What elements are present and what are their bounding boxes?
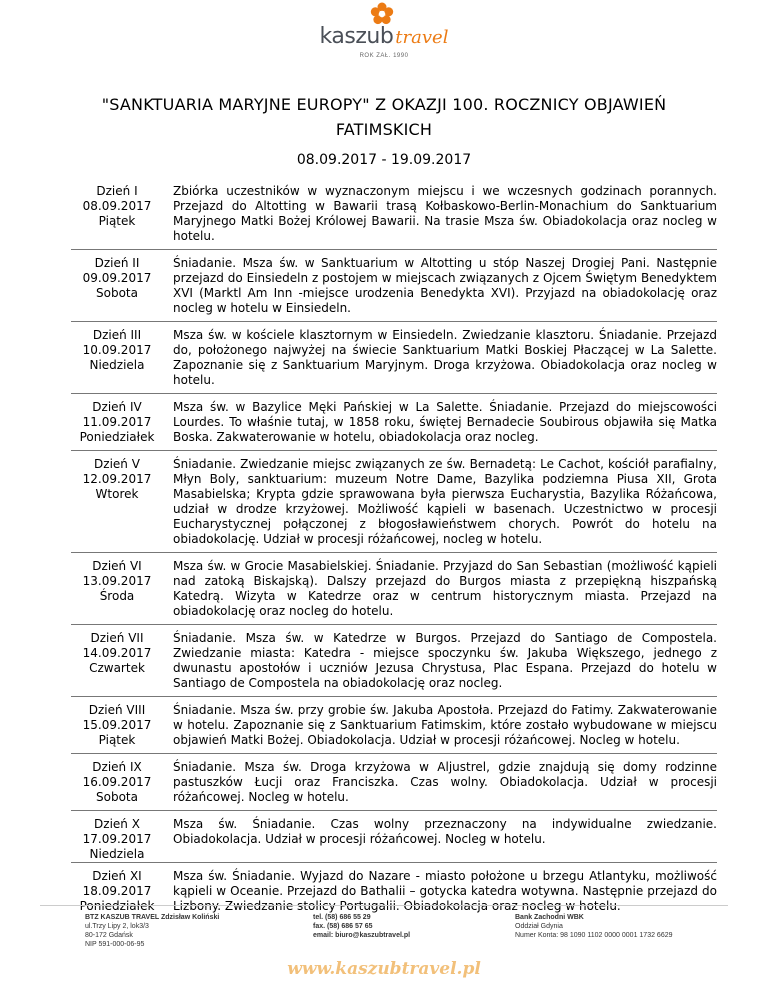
day-description: Msza św. w kościele klasztornym w Einsiedeln. Zwiedzanie klasztoru. Śniadanie. Przejazd do, położonego najwyżej na świecie Sanktuarium Matki Boskiej Płaczącej w La Salette. Zapoznanie się z Sanktuarium Maryjnym. Droga krzyżowa. Obiadokolacja oraz nocleg w hotelu. (173, 328, 717, 387)
day-label: Dzień IV (92, 400, 142, 414)
footer-divider (40, 905, 728, 906)
day-date: 09.09.2017 (82, 271, 152, 285)
footer-account: Numer Konta: 98 1090 1102 0000 0001 1732 6629 (515, 932, 673, 939)
logo-since: ROK ZAŁ. 1990 (359, 53, 409, 59)
day-weekday: Poniedziałek (79, 899, 155, 913)
footer-address1: ul.Trzy Lipy 2, lok3/3 (85, 923, 149, 930)
day-description: Zbiórka uczestników w wyznaczonym miejscu i we wczesnych godzinach porannych. Przejazd do Altotting w Bawarii trasą Kołbaskowo-Berlin-Monachium do Sanktuarium Maryjnego Matki Bożej Królowej Bawarii. Na trasie Msza św. Obiadokolacja oraz nocleg w hotelu. (173, 184, 717, 243)
day-cell (71, 553, 163, 624)
itinerary-row (71, 697, 717, 754)
logo-name-script: travel (395, 27, 449, 48)
day-date: 16.09.2017 (82, 775, 152, 789)
day-date: 10.09.2017 (82, 343, 152, 357)
document-title: "SANKTUARIA MARYJNE EUROPY" Z OKAZJI 100. ROCZNICY OBJAWIEŃ FATIMSKICH (101, 95, 667, 139)
day-label: Dzień X (94, 817, 140, 831)
day-cell (71, 250, 163, 321)
day-cell (71, 811, 163, 862)
day-label: Dzień VII (90, 631, 144, 645)
day-weekday: Poniedziałek (79, 430, 155, 444)
day-label: Dzień VI (92, 559, 142, 573)
day-cell (71, 322, 163, 393)
footer-email[interactable]: email: biuro@kaszubtravel.pl (313, 932, 411, 939)
footer-company-block (85, 913, 219, 949)
footer-branch: Oddział Gdynia (515, 923, 563, 930)
day-date: 14.09.2017 (82, 646, 152, 660)
day-cell (71, 754, 163, 810)
day-weekday: Czwartek (89, 661, 145, 675)
day-cell (71, 863, 163, 919)
day-label: Dzień VIII (88, 703, 146, 717)
itinerary-table (71, 178, 717, 919)
day-weekday: Sobota (96, 286, 138, 300)
day-date: 11.09.2017 (82, 415, 152, 429)
footer-phone: tel. (58) 686 55 29 (313, 914, 371, 921)
date-range: 08.09.2017 - 19.09.2017 (296, 152, 472, 168)
day-cell (71, 697, 163, 753)
logo-wordmark (0, 24, 768, 52)
day-date: 18.09.2017 (82, 884, 152, 898)
day-description: Śniadanie. Msza św. przy grobie św. Jakuba Apostoła. Przejazd do Fatimy. Zakwaterowanie w hotelu. Zapoznanie się z Sanktuarium Fatimskim, które zostało wybudowane w miejscu objawień Matki Bożej. Obiadokolacja. Udział w procesji różańcowej. Nocleg w hotelu. (173, 703, 717, 747)
itinerary-row (71, 178, 717, 250)
company-logo (0, 0, 768, 68)
footer-bank: Bank Zachodni WBK (515, 914, 584, 921)
itinerary-row (71, 553, 717, 625)
day-description: Msza św. w Bazylice Męki Pańskiej w La Salette. Śniadanie. Przejazd do miejscowości Lourdes. To właśnie tutaj, w 1858 roku, świętej Bernadecie Soubirous objawiła się Matka Boska. Zakwaterowanie w hotelu, obiadokolacja oraz nocleg. (173, 400, 717, 444)
day-description: Msza św. Śniadanie. Wyjazd do Nazare - miasto położone u brzegu Atlantyku, możliwość kąpieli w Oceanie. Przejazd do Bathalii – gotycka katedra wotywna. Następnie przejazd do Lizbony. Zwiedzanie stolicy Portugalii. Obiadokolacja oraz nocleg w hotelu. (173, 869, 717, 913)
footer-nip: NIP 591-000-06-95 (85, 941, 145, 948)
day-weekday: Sobota (96, 790, 138, 804)
day-label: Dzień II (94, 256, 140, 270)
day-date: 15.09.2017 (82, 718, 152, 732)
day-description: Msza św. w Grocie Masabielskiej. Śniadanie. Przyjazd do San Sebastian (możliwość kąpieli nad zatoką Biskajską). Dalszy przejazd do Burgos miasta z przepiękną hiszpańską Katedrą. Wizyta w Katedrze oraz w centrum historycznym miasta. Przejazd na obiadokolację oraz nocleg do hotelu. (173, 559, 717, 618)
day-description: Śniadanie. Msza św. Droga krzyżowa w Aljustrel, gdzie znajdują się domy rodzinne pastuszków Łucji oraz Franciszka. Czas wolny. Obiadokolacja. Udział w procesji różańcowej. Nocleg w hotelu. (173, 760, 717, 804)
day-description: Śniadanie. Msza św. w Sanktuarium w Altotting u stóp Naszej Drogiej Pani. Następnie przejazd do Einsiedeln z postojem w miejscach związanych z Ojcem Świętym Benedyktem XVI (Marktl Am Inn -miejsce urodzenia Benedykta XVI). Przyjazd na obiadokolację oraz nocleg w hotelu w Einsiedeln. (173, 256, 717, 315)
day-label: Dzień III (92, 328, 142, 342)
day-label: Dzień I (96, 184, 138, 198)
day-weekday: Niedziela (89, 847, 145, 861)
day-cell (71, 451, 163, 552)
itinerary-row (71, 863, 717, 919)
itinerary-row (71, 625, 717, 697)
itinerary-row (71, 754, 717, 811)
day-weekday: Piątek (98, 733, 136, 747)
footer-website[interactable]: www.kaszubtravel.pl (287, 959, 481, 979)
day-description: Śniadanie. Zwiedzanie miejsc związanych ze św. Bernadetą: Le Cachot, kościół parafialny, Młyn Boly, sanktuarium: muzeum Notre Dame, Bazylika podziemna Piusa XII, Grota Masabielska; Krypta gdzie sprawowana była pierwsza Eucharystia, Bazylika Różańcowa, udział w drodze krzyżowej. Możliwość kąpieli w basenach. Uczestnictwo w procesji Eucharystycznej połączonej z błogosławieństwem chorych. Powrót do hotelu na obiadokolację. Udział w procesji różańcowej, nocleg w hotelu. (173, 457, 717, 546)
day-date: 13.09.2017 (82, 574, 152, 588)
day-label: Dzień IX (92, 760, 142, 774)
footer-bank-block (515, 913, 673, 940)
day-cell (71, 394, 163, 450)
day-description: Śniadanie. Msza św. w Katedrze w Burgos. Przejazd do Santiago de Compostela. Zwiedzanie miasta: Katedra - miejsce spoczynku św. Jakuba Większego, jednego z dwunastu apostołów i uczniów Jezusa Chrystusa, Plac Espana. Przejazd do hotelu w Santiago de Compostela na obiadokolację oraz nocleg. (173, 631, 717, 690)
day-date: 17.09.2017 (82, 832, 152, 846)
day-date: 12.09.2017 (82, 472, 152, 486)
day-weekday: Niedziela (89, 358, 145, 372)
day-weekday: Wtorek (95, 487, 139, 501)
itinerary-row (71, 451, 717, 553)
day-cell (71, 625, 163, 696)
footer-contact-block (313, 913, 410, 940)
day-description: Msza św. Śniadanie. Czas wolny przeznaczony na indywidualne zwiedzanie. Obiadokolacja. Udział w procesji różańcowej. Nocleg w hotelu. (173, 817, 717, 846)
day-date: 08.09.2017 (82, 199, 152, 213)
footer-fax: fax. (58) 686 57 65 (313, 923, 373, 930)
day-cell (71, 178, 163, 249)
footer-address2: 80-172 Gdańsk (85, 932, 133, 939)
itinerary-row (71, 250, 717, 322)
itinerary-row (71, 322, 717, 394)
day-label: Dzień XI (92, 869, 142, 883)
itinerary-row (71, 394, 717, 451)
day-weekday: Środa (99, 589, 135, 603)
footer-company: BTZ KASZUB TRAVEL Zdzisław Koliński (85, 914, 220, 921)
flower-icon (370, 2, 394, 26)
day-label: Dzień V (94, 457, 140, 471)
logo-name-main: kaszub (319, 24, 394, 49)
day-weekday: Piątek (98, 214, 136, 228)
itinerary-row (71, 811, 717, 863)
